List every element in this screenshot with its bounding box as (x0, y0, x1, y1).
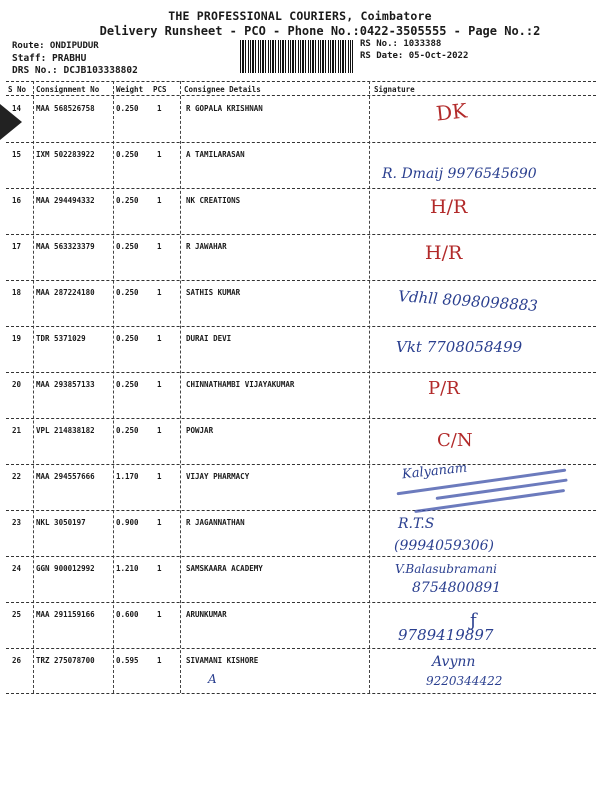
row-weight: 0.250 (116, 334, 139, 343)
col-header-signature: Signature (374, 85, 415, 94)
row-consignee: R JAWAHAR (186, 242, 227, 251)
row-consignment: MAA 291159166 (36, 610, 95, 619)
row-consignment: TRZ 275078700 (36, 656, 95, 665)
row-consignment: VPL 214838182 (36, 426, 95, 435)
row-divider (6, 280, 596, 281)
row-pcs: 1 (157, 564, 162, 573)
row-consignee: SAMSKAARA ACADEMY (186, 564, 263, 573)
row-pcs: 1 (157, 518, 162, 527)
row-pcs: 1 (157, 104, 162, 113)
row-sno: 17 (12, 242, 22, 251)
row-divider (6, 418, 596, 419)
signature-25: 9789419897 (398, 626, 494, 644)
row-consignee: R GOPALA KRISHNAN (186, 104, 263, 113)
signature-23-phone: (9994059306) (394, 538, 494, 554)
row-weight: 0.595 (116, 656, 139, 665)
row-pcs: 1 (157, 242, 162, 251)
row-consignment: MAA 294494332 (36, 196, 95, 205)
row-consignee: NK CREATIONS (186, 196, 241, 205)
signature-26-phone: 9220344422 (426, 674, 503, 688)
staff-label: Staff: PRABHU (12, 53, 87, 64)
row-divider (6, 602, 596, 603)
row-pcs: 1 (157, 426, 162, 435)
row-divider (6, 326, 596, 327)
row-consignment: NKL 3050197 (36, 518, 86, 527)
row-sno: 25 (12, 610, 22, 619)
signature-25-mark: ƒ (470, 610, 477, 631)
signature-17: H/R (425, 242, 463, 264)
row-weight: 1.170 (116, 472, 139, 481)
signature-18: Vdhll 8098098883 (397, 287, 539, 315)
row-pcs: 1 (157, 656, 162, 665)
row-consignee: SATHIS KUMAR (186, 288, 241, 297)
row-consignment: MAA 287224180 (36, 288, 95, 297)
signature-14: DK (434, 98, 469, 126)
row-sno: 22 (12, 472, 22, 481)
col-header-weight: Weight (116, 85, 144, 94)
row-consignment: MAA 568526758 (36, 104, 95, 113)
row-sno: 18 (12, 288, 22, 297)
signature-21: C/N (437, 430, 473, 451)
row-divider (6, 142, 596, 143)
row-consignee: ARUNKUMAR (186, 610, 227, 619)
signature-20: P/R (428, 378, 460, 399)
row-consignment: IXM 502283922 (36, 150, 95, 159)
row-sno: 15 (12, 150, 22, 159)
row-consignment: MAA 293857133 (36, 380, 95, 389)
row-pcs: 1 (157, 196, 162, 205)
col-header-consignment: Consignment No (36, 85, 100, 94)
drs-number: DRS No.: DCJB103338802 (12, 65, 138, 76)
row-divider (6, 464, 596, 465)
row-sno: 14 (12, 104, 22, 113)
row-weight: 0.250 (116, 426, 139, 435)
row-consignment: GGN 900012992 (36, 564, 95, 573)
row-divider (6, 188, 596, 189)
runsheet-subtitle: Delivery Runsheet - PCO - Phone No.:0422-3505555 - Page No.:2 (99, 24, 541, 38)
signature-19: Vkt 7708058499 (396, 338, 523, 356)
header-bottom-rule (6, 95, 596, 96)
row-weight: 0.250 (116, 380, 139, 389)
row-pcs: 1 (157, 288, 162, 297)
rs-date: RS Date: 05-Oct-2022 (360, 51, 469, 61)
row-consignee: POWJAR (186, 426, 214, 435)
row-sno: 16 (12, 196, 22, 205)
row-consignee: VIJAY PHARMACY (186, 472, 250, 481)
header-top-rule (6, 81, 596, 82)
row-consignee: R JAGANNATHAN (186, 518, 245, 527)
signature-23-name: R.T.S (398, 516, 435, 532)
row-weight: 1.210 (116, 564, 139, 573)
col-header-consignee: Consignee Details (184, 85, 261, 94)
row-pcs: 1 (157, 334, 162, 343)
row-weight: 0.250 (116, 104, 139, 113)
row-divider (6, 648, 596, 649)
row-divider (6, 234, 596, 235)
consignee-initial-mark: A (208, 672, 217, 686)
signature-24-phone: 8754800891 (412, 580, 502, 596)
signature-26-name: Avynn (432, 654, 476, 670)
rs-number: RS No.: 1033388 (360, 39, 442, 49)
row-weight: 0.250 (116, 242, 139, 251)
row-consignment: MAA 294557666 (36, 472, 95, 481)
row-sno: 23 (12, 518, 22, 527)
row-consignee: A TAMILARASAN (186, 150, 245, 159)
barcode (240, 40, 353, 73)
row-consignee: CHINNATHAMBI VIJAYAKUMAR (186, 380, 295, 389)
row-pcs: 1 (157, 610, 162, 619)
route-label: Route: ONDIPUDUR (12, 41, 99, 51)
row-sno: 24 (12, 564, 22, 573)
row-sno: 21 (12, 426, 22, 435)
row-weight: 0.250 (116, 288, 139, 297)
company-title: THE PROFESSIONAL COURIERS, Coimbatore (168, 9, 432, 23)
row-divider (6, 693, 596, 694)
row-sno: 26 (12, 656, 22, 665)
row-weight: 0.250 (116, 150, 139, 159)
col-header-sno: S No (8, 85, 27, 94)
row-pcs: 1 (157, 380, 162, 389)
row-weight: 0.250 (116, 196, 139, 205)
row-sno: 20 (12, 380, 22, 389)
signature-22: Kalyanam (401, 460, 468, 483)
signature-24-name: V.Balasubramani (395, 562, 497, 576)
row-divider (6, 556, 596, 557)
row-consignment: TDR 5371029 (36, 334, 86, 343)
col-header-pcs: PCS (153, 85, 167, 94)
row-consignee: SIVAMANI KISHORE (186, 656, 259, 665)
signature-16: H/R (430, 196, 468, 218)
row-sno: 19 (12, 334, 22, 343)
row-weight: 0.600 (116, 610, 139, 619)
row-weight: 0.900 (116, 518, 139, 527)
row-consignee: DURAI DEVI (186, 334, 232, 343)
row-pcs: 1 (157, 150, 162, 159)
row-divider (6, 372, 596, 373)
signature-15: R. Dmaij 9976545690 (382, 166, 537, 182)
row-consignment: MAA 563323379 (36, 242, 95, 251)
row-pcs: 1 (157, 472, 162, 481)
